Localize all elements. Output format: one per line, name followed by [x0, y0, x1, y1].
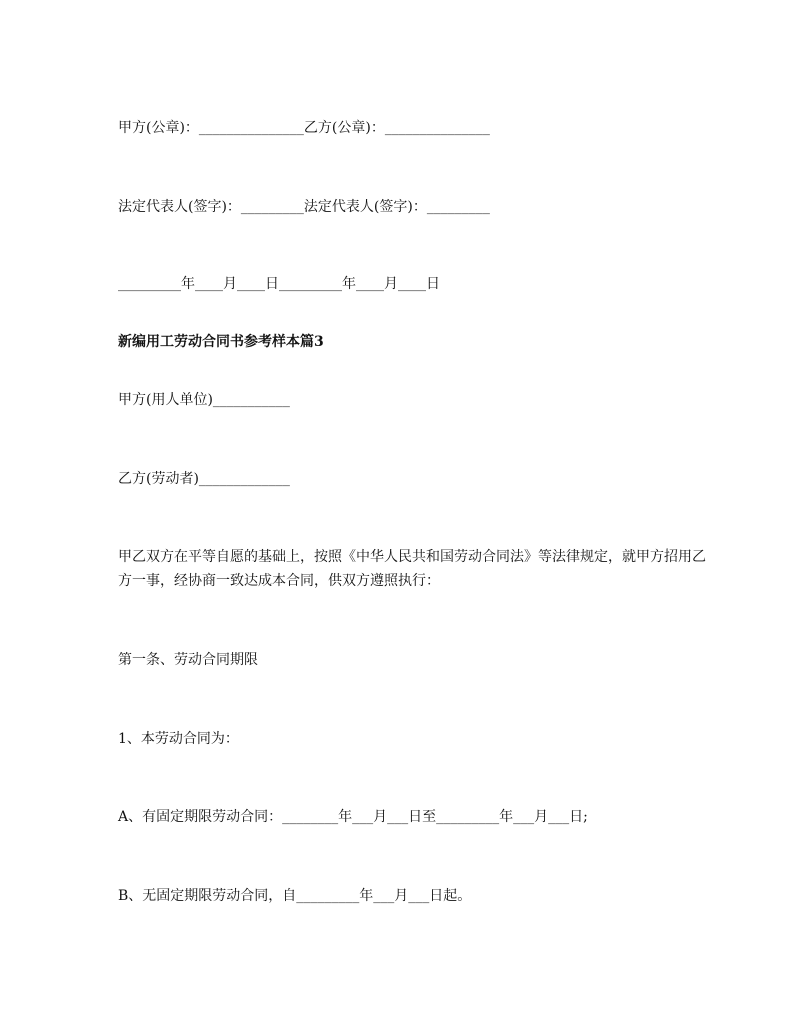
- party-a-employer-line: 甲方(用人单位)___________: [118, 392, 290, 408]
- article-1-heading: 第一条、劳动合同期限: [118, 652, 258, 668]
- party-seals-line: 甲方(公章)：_______________乙方(公章)：_______________: [118, 120, 490, 136]
- section-title: 新编用工劳动合同书参考样本篇3: [118, 334, 324, 350]
- clause-b-open-ended: B、无固定期限劳动合同，自_________年___月___日起。: [118, 888, 472, 904]
- clause-a-fixed-term: A、有固定期限劳动合同：________年___月___日至_________年___月___日;: [118, 809, 588, 825]
- clause-1-text: 1、本劳动合同为：: [118, 731, 239, 747]
- legal-representative-signature-line: 法定代表人(签字)：_________法定代表人(签字)：_________: [118, 199, 490, 215]
- party-b-worker-line: 乙方(劳动者)_____________: [118, 471, 290, 487]
- preamble-paragraph: 甲乙双方在平等自愿的基础上，按照《中华人民共和国劳动合同法》等法律规定，就甲方招用乙方一事，经协商一致达成本合同，供双方遵照执行：: [118, 549, 706, 589]
- signing-date-line: _________年____月____日_________年____月____日: [118, 276, 440, 292]
